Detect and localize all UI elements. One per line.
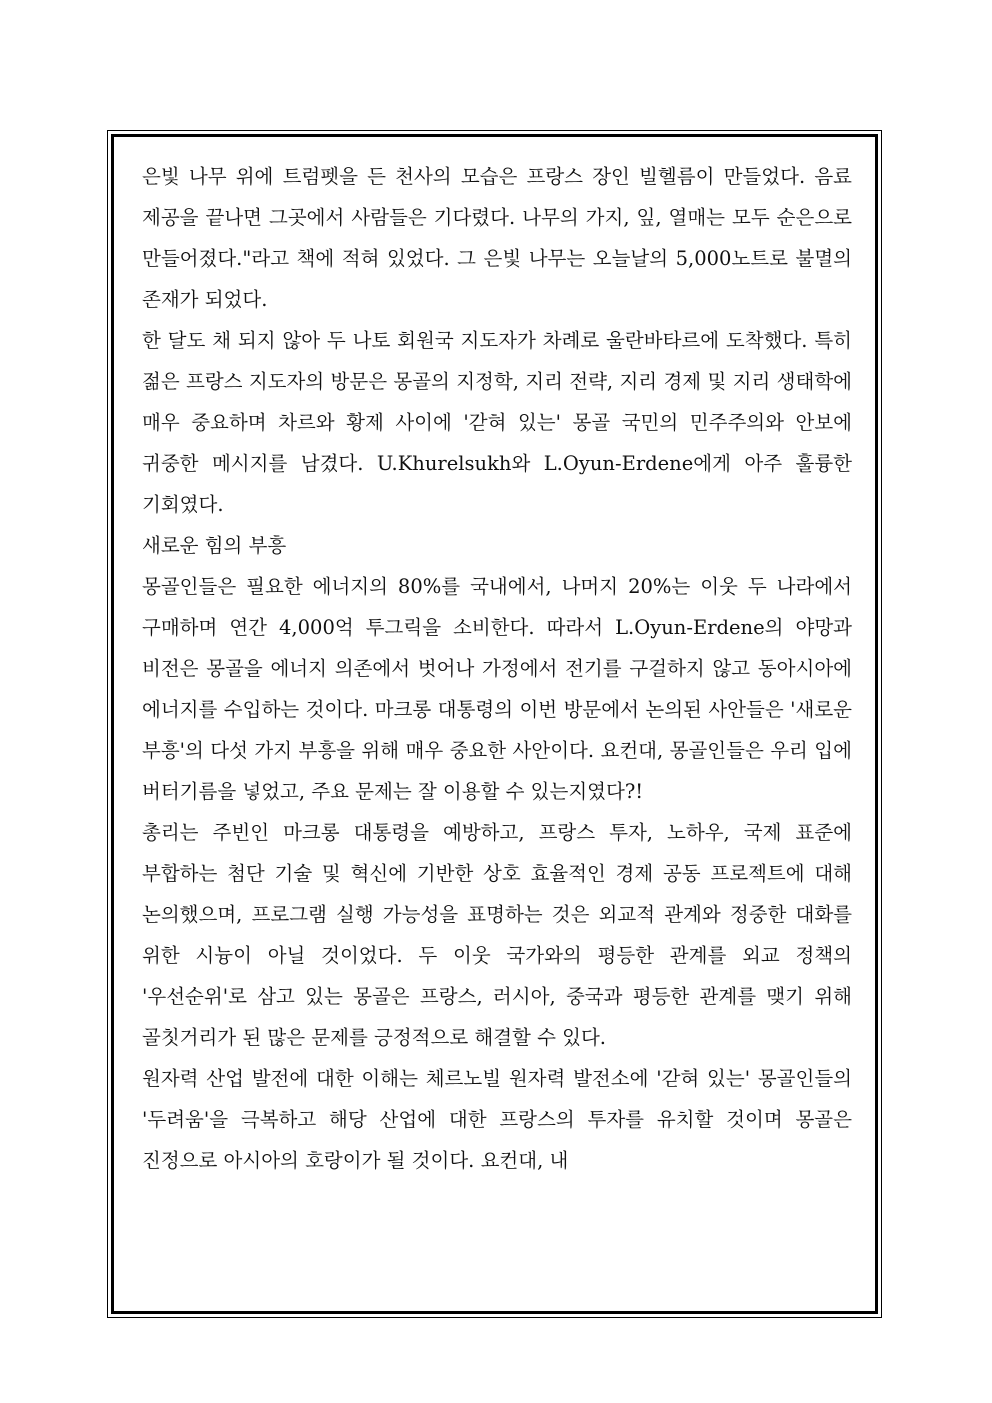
paragraph-nato-leaders: 한 달도 채 되지 않아 두 나토 회원국 지도자가 차례로 울란바타르에 도착했다. 특히 젊은 프랑스 지도자의 방문은 몽골의 지정학, 지리 전략, 지리 경제 및 지리 생태학에 매우 중요하며 차르와 황제 사이에 '갇혀 있는' 몽골 국민의 민주주의와 안보에 귀중한 메시지를 남겼다. U.Khurelsukh와 L.Oyun-Erdene에게 아주 훌륭한 기회였다. [142,329,852,516]
document-body [142,156,852,1181]
section-heading: 새로운 힘의 부흥 [142,534,287,557]
paragraph-nuclear: 원자력 산업 발전에 대한 이해는 체르노빌 원자력 발전소에 '갇혀 있는' 몽골인들의 '두려움'을 극복하고 해당 산업에 대한 프랑스의 투자를 유치할 것이며 몽골은 진정으로 아시아의 호랑이가 될 것이다. 요컨대, 내 [142,1067,852,1172]
paragraph-energy: 몽골인들은 필요한 에너지의 80%를 국내에서, 나머지 20%는 이웃 두 나라에서 구매하며 연간 4,000억 투그릭을 소비한다. 따라서 L.Oyun-Erdene의 야망과 비전은 몽골을 에너지 의존에서 벗어나 가정에서 전기를 구걸하지 않고 동아시아에 에너지를 수입하는 것이다. 마크롱 대통령의 이번 방문에서 논의된 사안들은 '새로운 부흥'의 다섯 가지 부흥을 위해 매우 중요한 사안이다. 요컨대, 몽골인들은 우리 입에 버터기름을 넣었고, 주요 문제는 잘 이용할 수 있는지였다?! [142,575,852,803]
paragraph-silver-tree: 은빛 나무 위에 트럼펫을 든 천사의 모습은 프랑스 장인 빌헬름이 만들었다. 음료 제공을 끝나면 그곳에서 사람들은 기다렸다. 나무의 가지, 잎, 열매는 모두 순은으로 만들어졌다."라고 책에 적혀 있었다. 그 은빛 나무는 오늘날의 5,000노트로 불멸의 존재가 되었다. [142,165,852,311]
paragraph-prime-minister: 총리는 주빈인 마크롱 대통령을 예방하고, 프랑스 투자, 노하우, 국제 표준에 부합하는 첨단 기술 및 혁신에 기반한 상호 효율적인 경제 공동 프로젝트에 대해 논의했으며, 프로그램 실행 가능성을 표명하는 것은 외교적 관계와 정중한 대화를 위한 시늉이 아닐 것이었다. 두 이웃 국가와의 평등한 관계를 외교 정책의 '우선순위'로 삼고 있는 몽골은 프랑스, 러시아, 중국과 평등한 관계를 맺기 위해 골칫거리가 된 많은 문제를 긍정적으로 해결할 수 있다. [142,821,852,1049]
